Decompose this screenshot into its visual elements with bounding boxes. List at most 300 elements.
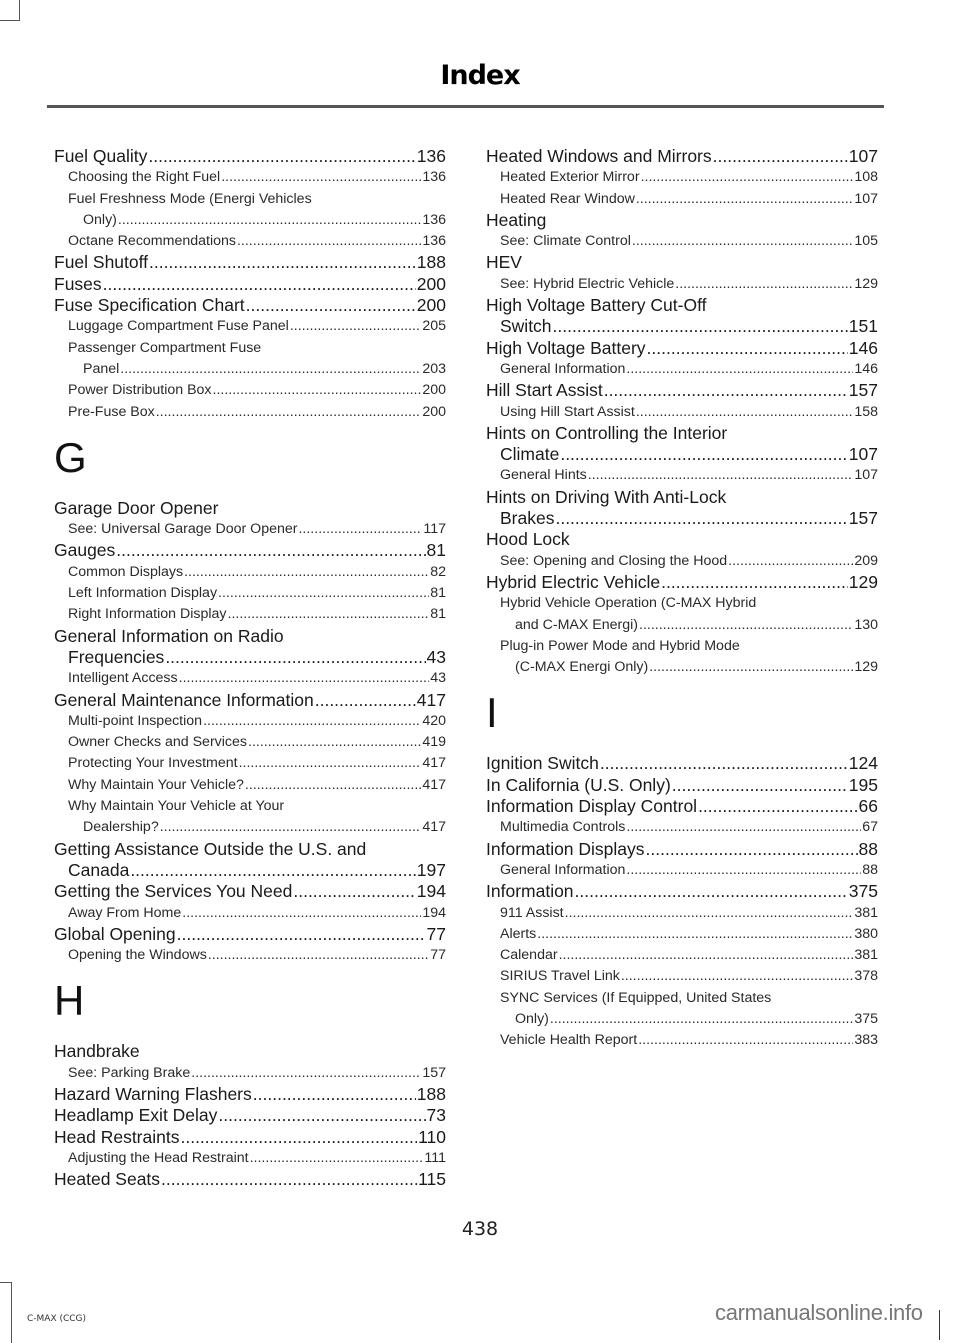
dot-leader: [626, 817, 861, 838]
index-entry[interactable]: [486, 924, 878, 945]
dot-leader: [120, 359, 421, 380]
entry-label: General Maintenance Information: [54, 689, 314, 710]
index-entry-wrapped[interactable]: [54, 338, 446, 381]
index-entry[interactable]: [486, 359, 878, 380]
crop-mark-bottom-right: [939, 1310, 940, 1340]
page-reference[interactable]: 129: [854, 275, 878, 292]
index-entry[interactable]: [486, 839, 878, 860]
dot-leader: [559, 945, 854, 966]
index-entry[interactable]: [54, 604, 446, 625]
entry-label: Global Opening: [54, 923, 176, 944]
entry-label: Head Restraints: [54, 1126, 180, 1147]
entry-label: Hints on Driving With Anti-Lock: [486, 486, 727, 507]
section-letter: H: [54, 977, 85, 1025]
entry-label: Pre-Fuse Box: [68, 403, 155, 420]
entry-continuation: [54, 210, 446, 231]
dot-leader: [290, 316, 422, 337]
page-reference[interactable]: 115: [418, 1169, 446, 1190]
page-reference[interactable]: 417: [422, 819, 446, 836]
dot-leader: [315, 690, 416, 711]
index-entry[interactable]: [54, 732, 446, 753]
entry-label: In California (U.S. Only): [486, 774, 671, 795]
page-reference[interactable]: 200: [416, 295, 446, 316]
index-entry-wrapped[interactable]: [486, 593, 878, 636]
page-reference[interactable]: 158: [854, 403, 878, 420]
index-entry-wrapped[interactable]: [54, 626, 446, 669]
index-entry-wrapped[interactable]: [54, 839, 446, 882]
entry-label: General Hints: [500, 467, 587, 484]
page-reference[interactable]: 136: [416, 146, 446, 166]
dot-leader: [221, 167, 421, 188]
dot-leader: [165, 647, 425, 668]
dot-leader: [636, 402, 854, 423]
entry-label-continued: Canada: [68, 859, 130, 880]
dot-leader: [180, 1127, 417, 1148]
index-heading: Garage Door Opener: [54, 497, 219, 518]
entry-label: Why Maintain Your Vehicle at Your: [68, 798, 285, 815]
page-reference[interactable]: 203: [422, 360, 446, 377]
index-column-right: [486, 146, 878, 1052]
entry-label: General Information: [500, 360, 626, 377]
index-entry[interactable]: [54, 753, 446, 774]
dot-leader: [626, 860, 861, 881]
page-reference[interactable]: 43: [426, 646, 446, 667]
page-reference[interactable]: 129: [848, 571, 878, 592]
entry-label: Choosing the Right Fuel: [68, 169, 221, 186]
entry-label: 911 Assist: [500, 904, 564, 921]
entry-label-continued: and C-MAX Energi): [515, 616, 639, 633]
entry-continuation: [486, 316, 878, 337]
entry-label: Hybrid Vehicle Operation (C-MAX Hybrid: [500, 595, 757, 612]
crop-mark-top-left: [0, 0, 20, 21]
entry-label: Using Hill Start Assist: [500, 403, 635, 420]
index-entry[interactable]: [54, 380, 446, 401]
page-reference[interactable]: 146: [854, 360, 878, 377]
crop-mark-bottom-left: [0, 1282, 12, 1343]
page-reference[interactable]: 417: [416, 689, 446, 710]
page-reference[interactable]: 151: [848, 316, 878, 337]
index-entry[interactable]: [54, 1127, 446, 1148]
entry-label: Fuel Quality: [54, 146, 148, 166]
index-entry[interactable]: [486, 231, 878, 252]
page-reference[interactable]: 420: [422, 712, 446, 729]
index-entry[interactable]: [486, 903, 878, 924]
page-reference[interactable]: 200: [422, 382, 446, 399]
page-reference[interactable]: 417: [422, 755, 446, 772]
index-entry[interactable]: [54, 1084, 446, 1105]
entry-label: Getting Assistance Outside the U.S. and: [54, 838, 367, 859]
entry-label-continued: (C-MAX Energi Only): [515, 659, 649, 676]
index-entry[interactable]: [54, 519, 446, 540]
entry-continuation: [54, 817, 446, 838]
dot-leader: [672, 775, 848, 796]
page-reference[interactable]: 383: [854, 1032, 878, 1049]
dot-leader: [250, 1148, 424, 1169]
page-reference[interactable]: 157: [848, 380, 878, 401]
entry-label: Hints on Controlling the Interior: [486, 422, 728, 443]
page-reference[interactable]: 197: [416, 859, 446, 880]
dot-leader: [239, 753, 422, 774]
page-reference[interactable]: 81: [430, 606, 446, 623]
index-entry[interactable]: [54, 711, 446, 732]
dot-leader: [182, 903, 421, 924]
dot-leader: [560, 444, 847, 465]
entry-label: Power Distribution Box: [68, 382, 212, 399]
page-reference[interactable]: 88: [862, 861, 878, 878]
index-entry[interactable]: [54, 690, 446, 711]
dot-leader: [636, 189, 853, 210]
page-reference[interactable]: 67: [862, 819, 878, 836]
dot-leader: [203, 711, 421, 732]
entry-label-continued: Only): [83, 211, 117, 228]
dot-leader: [228, 604, 430, 625]
dot-leader: [728, 551, 853, 572]
page-reference[interactable]: 380: [854, 925, 878, 942]
index-entry-wrapped[interactable]: [54, 796, 446, 839]
page-reference[interactable]: 194: [416, 881, 446, 902]
section-letter: I: [486, 689, 498, 737]
dot-leader: [713, 146, 848, 167]
dot-leader: [218, 1105, 425, 1126]
dot-leader: [675, 274, 853, 295]
entry-label: Common Displays: [68, 563, 184, 580]
page-reference[interactable]: 124: [848, 753, 878, 774]
entry-label: Vehicle Health Report: [500, 1032, 638, 1049]
entry-continuation: [486, 508, 878, 529]
dot-leader: [253, 1084, 416, 1105]
entry-continuation: [54, 359, 446, 380]
index-entry[interactable]: [54, 1169, 446, 1190]
index-entry[interactable]: [486, 775, 878, 796]
entry-label: Heated Windows and Mirrors: [486, 146, 712, 166]
entry-label: Opening the Windows: [68, 947, 207, 964]
entry-label: Adjusting the Head Restraint: [68, 1149, 249, 1166]
page-reference[interactable]: 136: [422, 169, 446, 186]
index-column-left: [54, 146, 446, 1190]
index-entry[interactable]: [486, 753, 878, 774]
entry-label-continued: Brakes: [500, 508, 555, 529]
entry-label: Plug-in Power Mode and Hybrid Mode: [500, 637, 740, 654]
entry-label: Headlamp Exit Delay: [54, 1105, 218, 1126]
page-reference[interactable]: 194: [422, 904, 446, 921]
dot-leader: [116, 540, 425, 561]
dot-leader: [149, 252, 416, 273]
dot-leader: [130, 860, 415, 881]
page-reference[interactable]: 107: [848, 444, 878, 465]
dot-leader: [248, 732, 421, 753]
entry-continuation: [486, 657, 878, 678]
index-entry[interactable]: [486, 380, 878, 401]
index-entry[interactable]: [54, 775, 446, 796]
index-entry[interactable]: [486, 945, 878, 966]
entry-label: Fuses: [54, 273, 102, 294]
page-reference[interactable]: 107: [854, 190, 878, 207]
dot-leader: [245, 775, 421, 796]
page-reference[interactable]: 43: [430, 670, 446, 687]
page-reference[interactable]: 188: [416, 252, 446, 273]
entry-label: See: Opening and Closing the Hood: [500, 552, 728, 569]
dot-leader: [621, 966, 853, 987]
title-divider: [47, 105, 884, 108]
index-entry[interactable]: [54, 945, 446, 966]
entry-label: Hazard Warning Flashers: [54, 1083, 252, 1104]
index-entry-wrapped[interactable]: [486, 988, 878, 1031]
index-entry[interactable]: [54, 1105, 446, 1126]
entry-label: General Information: [500, 861, 626, 878]
page-reference[interactable]: 111: [424, 1149, 446, 1166]
dot-leader: [646, 839, 858, 860]
index-entry[interactable]: [486, 551, 878, 572]
entry-label: Information Display Control: [486, 796, 698, 817]
dot-leader: [649, 657, 853, 678]
index-entry[interactable]: [486, 338, 878, 359]
index-entry[interactable]: [486, 189, 878, 210]
entry-label: Getting the Services You Need: [54, 881, 293, 902]
index-entry[interactable]: [54, 274, 446, 295]
page-reference[interactable]: 117: [423, 521, 446, 538]
page-reference[interactable]: 110: [418, 1126, 446, 1147]
index-heading: Hood Lock: [486, 529, 570, 550]
dot-leader: [179, 668, 430, 689]
index-entry[interactable]: [486, 860, 878, 881]
index-entry[interactable]: [54, 1063, 446, 1084]
page-reference[interactable]: 81: [430, 585, 446, 602]
index-entry[interactable]: [54, 295, 446, 316]
entry-label: Alerts: [500, 925, 537, 942]
page-reference[interactable]: 146: [848, 337, 878, 358]
entry-label-continued: Switch: [500, 316, 552, 337]
index-entry[interactable]: [54, 540, 446, 561]
entry-label: See: Parking Brake: [68, 1064, 191, 1081]
index-entry[interactable]: [486, 1030, 878, 1051]
entry-label-continued: Dealership?: [83, 819, 159, 836]
entry-label-continued: Frequencies: [68, 646, 165, 667]
page-reference[interactable]: 195: [848, 774, 878, 795]
index-entry[interactable]: [54, 402, 446, 423]
page-reference[interactable]: 375: [848, 881, 878, 902]
dot-leader: [588, 465, 854, 486]
dot-leader: [641, 167, 854, 188]
entry-continuation: [54, 647, 446, 668]
page-reference[interactable]: 375: [854, 1010, 878, 1027]
entry-label: Hill Start Assist: [486, 380, 603, 401]
dot-leader: [156, 402, 422, 423]
entry-label-continued: Climate: [500, 444, 560, 465]
dot-leader: [160, 817, 422, 838]
page-reference[interactable]: 81: [426, 540, 446, 561]
entry-label: Luggage Compartment Fuse Panel: [68, 318, 289, 335]
index-entry[interactable]: [54, 146, 446, 167]
page-reference[interactable]: 157: [422, 1064, 446, 1081]
dot-leader: [161, 1169, 417, 1190]
page-reference[interactable]: 66: [858, 796, 878, 817]
entry-label: General Information on Radio: [54, 625, 284, 646]
dot-leader: [647, 338, 848, 359]
entry-label: Fuel Freshness Mode (Energi Vehicles: [68, 190, 312, 207]
dot-leader: [638, 1030, 853, 1051]
page-number: 438: [461, 1218, 499, 1240]
dot-leader: [191, 1063, 421, 1084]
entry-label: Heated Exterior Mirror: [500, 169, 640, 186]
dot-leader: [118, 210, 421, 231]
dot-leader: [237, 231, 421, 252]
page-reference[interactable]: 378: [854, 968, 878, 985]
dot-leader: [184, 562, 429, 583]
page-title: Index: [440, 60, 520, 91]
dot-leader: [600, 753, 848, 774]
index-entry[interactable]: [486, 465, 878, 486]
index-entry[interactable]: [54, 252, 446, 273]
index-entry[interactable]: [486, 966, 878, 987]
entry-label: Information: [486, 881, 574, 902]
index-entry[interactable]: [54, 167, 446, 188]
entry-label: Ignition Switch: [486, 753, 599, 774]
entry-label: Right Information Display: [68, 606, 227, 623]
entry-label: Gauges: [54, 540, 116, 561]
page-reference[interactable]: 205: [422, 318, 446, 335]
entry-label: Multi-point Inspection: [68, 712, 203, 729]
entry-label: Multimedia Controls: [500, 819, 626, 836]
index-heading: Handbrake: [54, 1041, 140, 1062]
entry-label: Left Information Display: [68, 585, 218, 602]
dot-leader: [698, 796, 857, 817]
entry-label: Heated Seats: [54, 1169, 161, 1190]
entry-label: Passenger Compartment Fuse: [68, 339, 262, 356]
page-reference[interactable]: 136: [422, 233, 446, 250]
dot-leader: [575, 881, 848, 902]
entry-continuation: [486, 615, 878, 636]
index-entry-wrapped[interactable]: [486, 487, 878, 530]
index-entry-wrapped[interactable]: [486, 423, 878, 466]
dot-leader: [553, 316, 848, 337]
index-heading: HEV: [486, 252, 522, 273]
dot-leader: [177, 924, 426, 945]
dot-leader: [298, 519, 422, 540]
index-entry[interactable]: [486, 796, 878, 817]
index-entry[interactable]: [54, 903, 446, 924]
index-entry-wrapped[interactable]: [486, 636, 878, 679]
entry-label: Intelligent Access: [68, 670, 178, 687]
entry-label: Octane Recommendations: [68, 233, 236, 250]
dot-leader: [208, 945, 429, 966]
page-reference[interactable]: 82: [430, 563, 446, 580]
page-reference[interactable]: 107: [848, 146, 878, 166]
entry-continuation: [486, 1009, 878, 1030]
page-reference[interactable]: 200: [416, 273, 446, 294]
entry-continuation: [486, 444, 878, 465]
index-entry[interactable]: [486, 402, 878, 423]
entry-label-continued: Panel: [83, 360, 120, 377]
watermark: carmanualsonline.info: [715, 1300, 923, 1325]
entry-label: See: Climate Control: [500, 233, 631, 250]
entry-label: Heated Rear Window: [500, 190, 635, 207]
entry-continuation: [54, 860, 446, 881]
entry-label-continued: Only): [515, 1010, 549, 1027]
page-reference[interactable]: 77: [430, 947, 446, 964]
page-reference[interactable]: 417: [422, 776, 446, 793]
index-entry[interactable]: [54, 1148, 446, 1169]
dot-leader: [550, 1009, 853, 1030]
page-reference[interactable]: 107: [854, 467, 878, 484]
dot-leader: [639, 615, 853, 636]
page-reference[interactable]: 200: [422, 403, 446, 420]
index-entry[interactable]: [486, 146, 878, 167]
dot-leader: [632, 231, 853, 252]
entry-label: SYNC Services (If Equipped, United States: [500, 989, 772, 1006]
entry-label: Fuse Specification Chart: [54, 295, 245, 316]
page-reference[interactable]: 105: [854, 233, 878, 250]
index-entry[interactable]: [486, 274, 878, 295]
page-reference[interactable]: 188: [416, 1083, 446, 1104]
page-reference[interactable]: 77: [426, 923, 446, 944]
entry-label: High Voltage Battery Cut-Off: [486, 295, 707, 316]
page-reference[interactable]: 108: [854, 169, 878, 186]
page-reference[interactable]: 157: [848, 508, 878, 529]
dot-leader: [213, 380, 422, 401]
index-heading: Heating: [486, 209, 547, 230]
page-reference[interactable]: 381: [854, 947, 878, 964]
dot-leader: [148, 146, 415, 167]
page-reference[interactable]: 88: [858, 838, 878, 859]
entry-label: Information Displays: [486, 838, 645, 859]
page-reference[interactable]: 73: [426, 1105, 446, 1126]
page-reference[interactable]: 136: [422, 211, 446, 228]
index-entry-wrapped[interactable]: [54, 189, 446, 232]
dot-leader: [565, 903, 854, 924]
dot-leader: [103, 274, 416, 295]
index-entry[interactable]: [486, 167, 878, 188]
entry-label: Away From Home: [68, 904, 182, 921]
dot-leader: [626, 359, 853, 380]
index-entry[interactable]: [54, 316, 446, 337]
dot-leader: [293, 881, 415, 902]
entry-label: Fuel Shutoff: [54, 252, 149, 273]
section-letter: G: [54, 433, 87, 481]
entry-label: Why Maintain Your Vehicle?: [68, 776, 244, 793]
page-reference[interactable]: 209: [854, 552, 878, 569]
index-entry-wrapped[interactable]: [486, 295, 878, 338]
index-entry[interactable]: [54, 562, 446, 583]
index-entry[interactable]: [486, 572, 878, 593]
entry-label: See: Universal Garage Door Opener: [68, 521, 298, 538]
page-reference[interactable]: 381: [854, 904, 878, 921]
dot-leader: [537, 924, 853, 945]
dot-leader: [604, 380, 848, 401]
index-entry[interactable]: [54, 881, 446, 902]
index-entry[interactable]: [54, 231, 446, 252]
index-entry[interactable]: [54, 668, 446, 689]
dot-leader: [218, 583, 429, 604]
entry-label: Hybrid Electric Vehicle: [486, 571, 661, 592]
dot-leader: [246, 295, 416, 316]
model-code: C-MAX (CCG): [27, 1314, 87, 1324]
entry-label: High Voltage Battery: [486, 337, 646, 358]
page-reference[interactable]: 419: [422, 734, 446, 751]
index-entry[interactable]: [486, 881, 878, 902]
page-reference[interactable]: 130: [854, 616, 878, 633]
entry-label: See: Hybrid Electric Vehicle: [500, 275, 675, 292]
entry-label: SIRIUS Travel Link: [500, 968, 620, 985]
index-entry[interactable]: [54, 924, 446, 945]
entry-label: Protecting Your Investment: [68, 755, 238, 772]
index-entry[interactable]: [54, 583, 446, 604]
entry-label: Calendar: [500, 947, 558, 964]
dot-leader: [661, 572, 848, 593]
page-reference[interactable]: 129: [854, 659, 878, 676]
entry-label: Owner Checks and Services: [68, 734, 247, 751]
dot-leader: [555, 508, 847, 529]
index-entry[interactable]: [486, 817, 878, 838]
